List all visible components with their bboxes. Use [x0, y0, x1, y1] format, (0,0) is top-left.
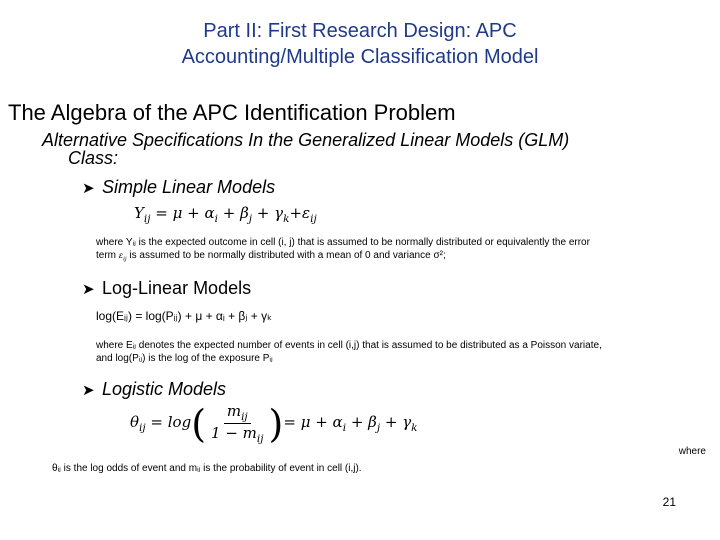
bullet-logistic — [82, 378, 226, 402]
subheading — [42, 131, 702, 167]
bullet-loglinear-label: Log-Linear Models — [102, 278, 252, 298]
arrow-bullet-icon: ➤ — [82, 382, 95, 399]
linear-desc-term: term — [96, 250, 116, 261]
loglinear-equation: log(Eᵢⱼ) = log(Pᵢⱼ) + μ + αᵢ + βⱼ + γₖ — [96, 309, 273, 323]
slide-title-line1: Part II: First Research Design: APC — [203, 20, 517, 42]
loglinear-description — [96, 339, 716, 365]
loglinear-desc-line1: where Eᵢⱼ denotes the expected number of events in cell (i,j) that is assumed to be distributed as a Poisson variate, — [96, 340, 602, 351]
linear-desc-line2 — [96, 249, 716, 267]
bullet-loglinear — [82, 277, 251, 301]
linear-description — [96, 236, 716, 267]
linear-equation: $Y_{ij} = \mu + \alpha_i + \beta_j + \gamma_k+\varepsilon_{ij}$ — [134, 204, 317, 225]
error-term-symbol: $\varepsilon_{ij}$ — [118, 251, 127, 263]
main-heading: The Algebra of the APC Identification Problem — [8, 100, 456, 125]
linear-desc-rest: is assumed to be normally distributed with a mean of 0 and variance σ²; — [129, 250, 446, 261]
arrow-bullet-icon: ➤ — [82, 281, 95, 298]
linear-desc-line1: where Yᵢⱼ is the expected outcome in cell (i, j) that is assumed to be normally distributed or equivalently the error — [96, 237, 590, 248]
loglinear-desc-line2: and log(Pᵢⱼ) is the log of the exposure Pᵢⱼ — [96, 353, 273, 364]
page-number: 21 — [662, 495, 676, 509]
subheading-line2: Class: — [68, 148, 119, 168]
arrow-bullet-icon: ➤ — [82, 180, 95, 197]
slide-title-line2: Accounting/Multiple Classification Model — [181, 46, 539, 68]
subheading-line1: Alternative Specifications In the Generalized Linear Models (GLM) — [42, 130, 570, 150]
logistic-description: θᵢⱼ is the log odds of event and mᵢⱼ is the probability of event in cell (i,j). — [52, 463, 362, 474]
bullet-linear-label: Simple Linear Models — [102, 177, 276, 197]
logistic-where: where — [678, 446, 706, 457]
logistic-equation: $\theta_{ij} = \log$ ( $\frac{m_{ij}}{1 - m_{ij}}$ ) = $\mu + \alpha_i + \beta_j + \gamma_k$ — [130, 401, 418, 446]
bullet-linear — [82, 176, 275, 200]
bullet-logistic-label: Logistic Models — [102, 379, 227, 399]
odds-fraction: $\frac{m_{ij}}{1 - m_{ij}}$ — [211, 402, 264, 445]
